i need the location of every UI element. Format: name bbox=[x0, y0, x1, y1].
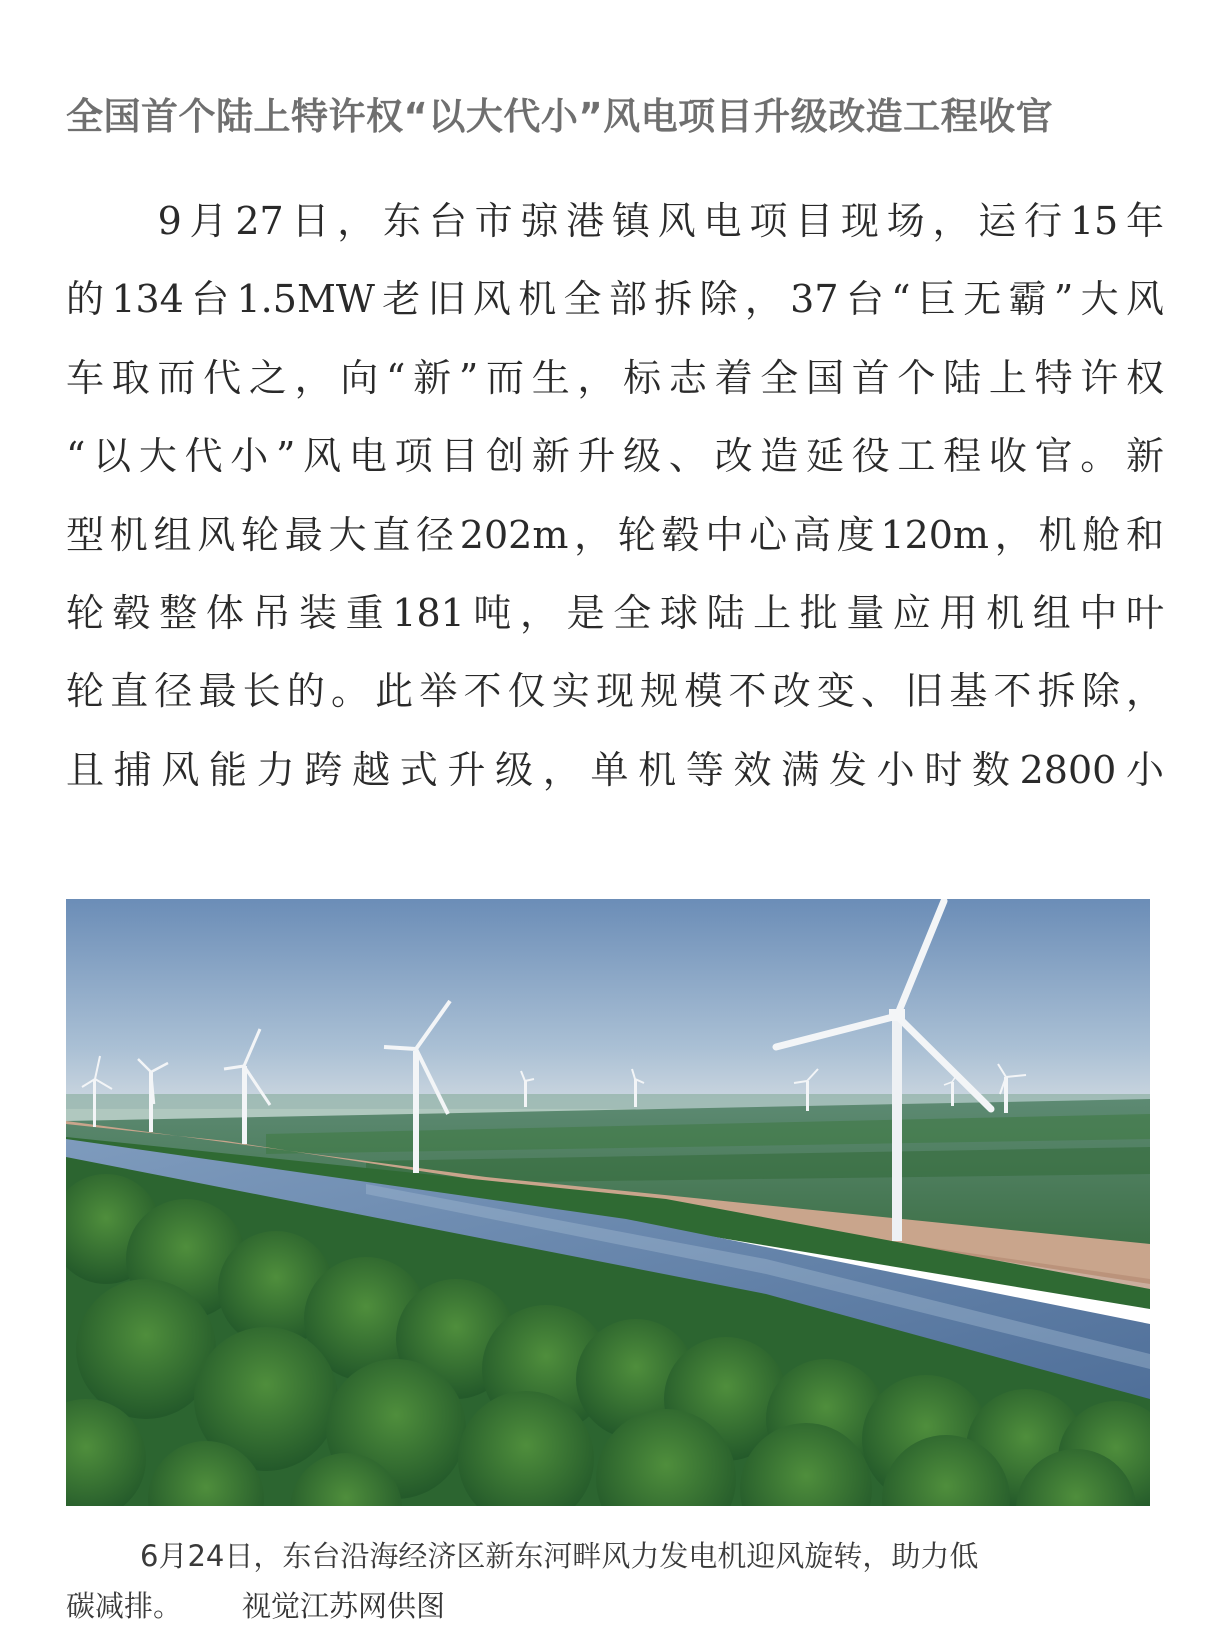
photo-caption bbox=[66, 1531, 1150, 1631]
body-line: 的134台1.5MW老旧风机全部拆除，37台“巨无霸”大风 bbox=[66, 277, 1164, 322]
body-line: 轮直径最长的。此举不仅实现规模不改变、旧基不拆除， bbox=[66, 669, 1164, 714]
article-body bbox=[66, 182, 1164, 809]
body-line: 轮毂整体吊装重181吨，是全球陆上批量应用机组中叶 bbox=[66, 590, 1164, 635]
body-line: 车取而代之，向“新”而生，标志着全国首个陆上特许权 bbox=[66, 355, 1164, 400]
body-line: 9月27日，东台市弶港镇风电项目现场，运行15年 bbox=[66, 199, 1164, 243]
caption-line: 6月24日，东台沿海经济区新东河畔风力发电机迎风旋转，助力低 bbox=[140, 1539, 979, 1573]
body-line: “以大代小”风电项目创新升级、改造延役工程收官。新 bbox=[66, 434, 1164, 479]
wind-farm-photo bbox=[66, 899, 1150, 1506]
caption-text: 碳减排。 bbox=[66, 1589, 183, 1623]
body-line: 且捕风能力跨越式升级，单机等效满发小时数2800小 bbox=[66, 747, 1164, 792]
photo-credit: 视觉江苏网供图 bbox=[242, 1589, 446, 1623]
body-line: 型机组风轮最大直径202m，轮毂中心高度120m，机舱和 bbox=[66, 512, 1164, 557]
article-headline: 全国首个陆上特许权“以大代小”风电项目升级改造工程收官 bbox=[66, 95, 1054, 138]
caption-line-2 bbox=[66, 1581, 1150, 1631]
